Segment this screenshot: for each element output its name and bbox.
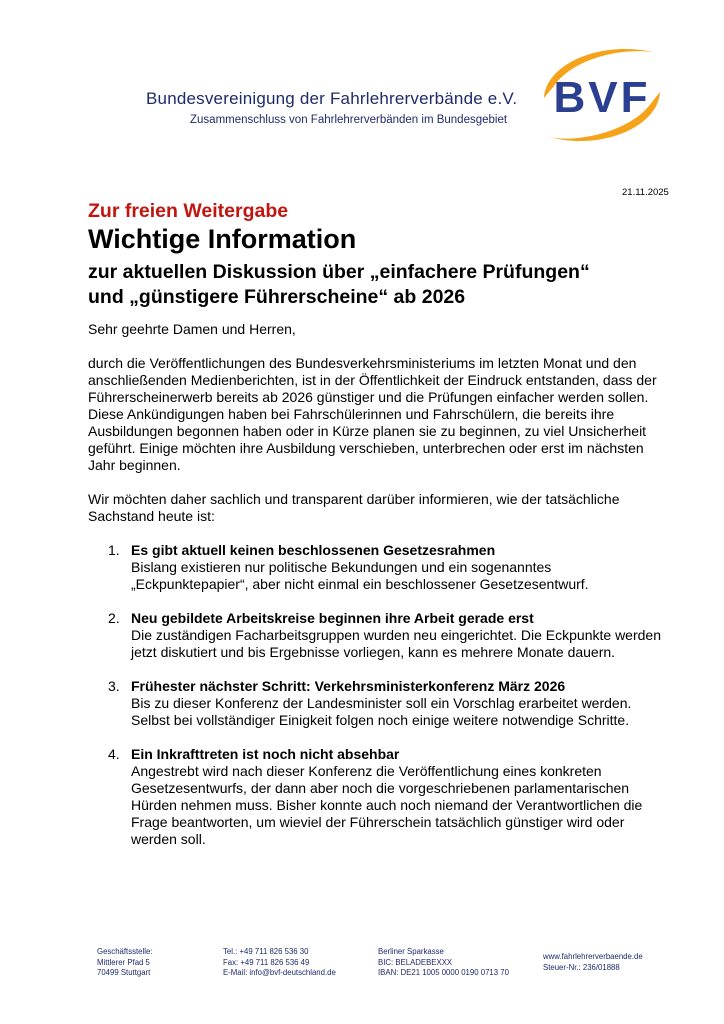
- subtitle-line-1: zur aktuellen Diskussion über „einfachere Prüfungen“: [88, 261, 590, 283]
- list-item: [88, 542, 668, 593]
- list-number: 3.: [108, 678, 120, 694]
- footer-fax: Fax: +49 711 826 536 49: [223, 957, 310, 967]
- page-subtitle: [88, 260, 688, 310]
- list-number: 4.: [108, 746, 120, 762]
- list-number: 1.: [108, 542, 120, 558]
- footer-office-city: 70499 Stuttgart: [97, 968, 151, 977]
- list-item-heading: Ein Inkrafttreten ist noch nicht absehbar: [131, 746, 400, 762]
- list-item-text: Bislang existieren nur politische Bekundungen und ein sogenanntes „Eckpunktepapier“, aber nicht einmal ein beschlossener Gesetzesentwurf.: [131, 559, 589, 592]
- footer-contact: [223, 947, 336, 979]
- letter-date: 21.11.2025: [622, 187, 669, 198]
- status-list: [88, 542, 668, 848]
- list-item-heading: Neu gebildete Arbeitskreise beginnen ihre Arbeit gerade erst: [131, 610, 534, 626]
- bvf-logo-icon: [536, 40, 668, 150]
- footer-tax-number: Steuer-Nr.: 236/01888: [543, 962, 620, 972]
- list-item: [88, 678, 668, 729]
- footer-web: [543, 952, 643, 973]
- list-item-text: Angestrebt wird nach dieser Konferenz die Veröffentlichung eines konkreten Gesetzesentwurfs, der dann aber noch die vorgeschriebenen parlamentarischen Hürden nehmen muss. Bisher konnte auch noch niemand der Verantwortlichen die Frage beantworten, um wieviel der Führerschein tatsächlich günstiger wird oder werden soll.: [131, 763, 643, 847]
- list-item-heading: Es gibt aktuell keinen beschlossenen Gesetzesrahmen: [131, 542, 496, 558]
- footer-bic: BIC: BELADEBEXXX: [378, 957, 453, 967]
- list-number: 2.: [108, 610, 120, 626]
- footer-office-street: Mittlerer Pfad 5: [97, 957, 150, 967]
- footer-bank-name: Berliner Sparkasse: [378, 947, 444, 956]
- list-item-text: Bis zu dieser Konferenz der Landesminister soll ein Vorschlag erarbeitet werden. Selbst bei vollständiger Einigkeit folgen noch einige weitere notwendige Schritte.: [131, 695, 632, 728]
- list-item-text: Die zuständigen Facharbeitsgruppen wurden neu eingerichtet. Die Eckpunkte werden jetzt diskutiert und bis Ergebnisse vorliegen, kann es mehrere Monate dauern.: [131, 627, 661, 660]
- footer-tel: Tel.: +49 711 826 536 30: [223, 947, 309, 956]
- footer-bank: [378, 947, 509, 979]
- list-item: [88, 746, 668, 848]
- list-item-heading: Frühester nächster Schritt: Verkehrsministerkonferenz März 2026: [131, 678, 566, 694]
- organization-subtitle: Zusammenschluss von Fahrlehrerverbänden im Bundesgebiet: [190, 114, 508, 126]
- footer-iban: IBAN: DE21 1005 0000 0190 0713 70: [378, 968, 509, 977]
- footer-email: E-Mail: info@bvf-deutschland.de: [223, 968, 336, 977]
- footer-office-label: Geschäftsstelle:: [97, 947, 153, 956]
- page-title: Wichtige Information: [88, 224, 357, 254]
- salutation: Sehr geehrte Damen und Herren,: [88, 321, 296, 337]
- distribution-note: Zur freien Weitergabe: [88, 200, 289, 222]
- footer-office: [97, 947, 152, 979]
- intro-paragraph: durch die Veröffentlichungen des Bundesverkehrsministeriums im letzten Monat und den anschließenden Medienberichten, ist in der Öffentlichkeit der Eindruck entstanden, dass der Führerscheinerwerb bereits ab 2026 günstiger und die Prüfungen einfacher werden sollen. Diese Ankündigungen haben bei Fahrschülerinnen und Fahrschülern, die bereits ihre Ausbildungen begonnen haben oder in Kürze planen sie zu beginnen, zu viel Unsicherheit geführt. Einige möchten ihre Ausbildung verschieben, unterbrechen oder erst im nächsten Jahr beginnen.: [88, 355, 657, 473]
- subtitle-line-2: und „günstigere Führerscheine“ ab 2026: [88, 286, 466, 308]
- status-paragraph: Wir möchten daher sachlich und transparent darüber informieren, wie der tatsächliche Sachstand heute ist:: [88, 491, 620, 524]
- logo-text: BVF: [553, 73, 651, 122]
- list-item: [88, 610, 668, 661]
- organization-name: Bundesvereinigung der Fahrlehrerverbände e.V.: [146, 89, 518, 108]
- letter-body: [88, 321, 668, 865]
- footer-website: www.fahrlehrerverbaende.de: [543, 952, 643, 961]
